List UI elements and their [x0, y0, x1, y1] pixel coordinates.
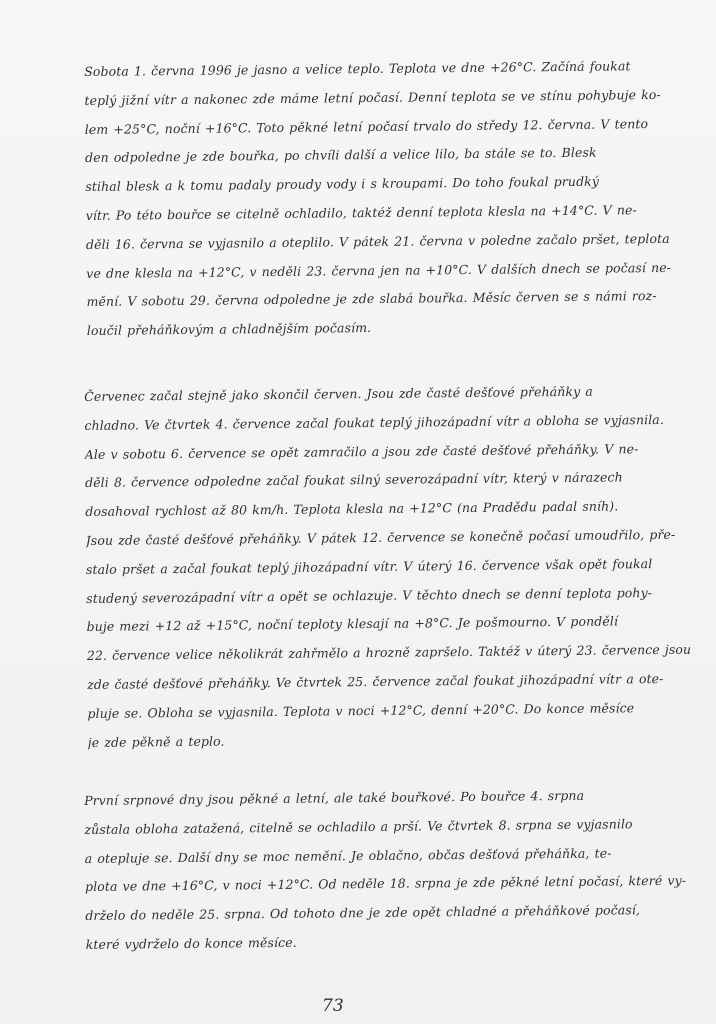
text-line: lem +25°C, noční +16°C. Toto pěkné letní počasí trvalo do středy 12. června. V tento	[84, 115, 649, 137]
text-line: zde časté dešťové přeháňky. Ve čtvrtek 25. července začal foukat jihozápadní vítr a ote-	[87, 670, 664, 692]
text-line: vítr. Po této bouřce se citelně ochladilo, taktéž denní teplota klesla na +14°C. V ne-	[85, 202, 637, 223]
text-line: ve dne klesla na +12°C, v neděli 23. června jen na +10°C. V dalších dnech se počasí ne-	[86, 259, 672, 281]
text-line: den odpoledne je zde bouřka, po chvíli další a velice lilo, ba stále se to. Blesk	[84, 145, 597, 166]
text-line: drželo do neděle 25. srpna. Od tohoto dne je zde opět chladné a přeháňkové počasí,	[85, 902, 641, 924]
text-line: mění. V sobotu 29. června odpoledne je zde slabá bouřka. Měsíc červen se s námi roz-	[86, 288, 657, 310]
paragraph-july	[84, 377, 692, 758]
text-line: Sobota 1. června 1996 je jasno a velice teplo. Teplota ve dne +26°C. Začíná foukat	[84, 58, 631, 79]
text-line: teplý jižní vítr a nakonec zde máme letní počasí. Denní teplota se ve stínu pohybuje ko-	[84, 86, 661, 108]
text-line: děli 16. června se vyjasnilo a oteplilo. V pátek 21. června v poledne začalo pršet, teplota	[85, 230, 670, 252]
paragraph-august	[84, 781, 690, 960]
text-line: je zde pěkně a teplo.	[87, 733, 225, 750]
text-line: První srpnové dny jsou pěkné a letní, ale také bouřkové. Po bouřce 4. srpna	[84, 787, 585, 808]
paragraph-june	[84, 52, 691, 346]
text-line: které vydrželo do konce měsíce.	[85, 934, 297, 952]
text-line: plota ve dne +16°C, v noci +12°C. Od neděle 18. srpna je zde pěkné letní počasí, které vy-	[84, 873, 687, 895]
text-line: stihal blesk a k tomu padaly proudy vody i s kroupami. Do toho foukal prudký	[85, 173, 600, 195]
text-line: Červenec začal stejně jako skončil červen. Jsou zde časté dešťové přeháňky a	[84, 383, 593, 404]
text-line: 22. července velice několikrát zahřmělo a hrozně zapršelo. Taktéž v úterý 23. července jsou	[86, 641, 691, 664]
text-line: a otepluje se. Další dny se moc nemění. Je oblačno, občas dešťová přeháňka, te-	[84, 845, 612, 866]
page-number: 73	[322, 996, 344, 1016]
text-line: dosahoval rychlost až 80 km/h. Teplota klesla na +12°C (na Pradědu padal sníh).	[85, 498, 619, 520]
text-line: pluje se. Obloha se vyjasnila. Teplota v noci +12°C, denní +20°C. Do konce měsíce	[87, 700, 635, 721]
text-line: buje mezi +12 až +15°C, noční teploty klesají na +8°C. Je pošmourno. V pondělí	[86, 613, 619, 635]
text-line: Ale v sobotu 6. července se opět zamračilo a jsou zde časté dešťové přeháňky. V ne-	[84, 440, 639, 462]
text-line: loučil přeháňkovým a chladnějším počasím.	[86, 320, 372, 339]
text-line: děli 8. července odpoledne začal foukat silný severozápadní vítr, který v nárazech	[84, 469, 623, 491]
text-line: stalo pršet a začal foukat teplý jihozápadní vítr. V úterý 16. července však opět foukal	[85, 555, 653, 577]
text-line: Jsou zde časté dešťové přeháňky. V pátek 12. července se konečně počasí umoudřilo, pře-	[85, 526, 676, 548]
text-line: chladno. Ve čtvrtek 4. července začal foukat teplý jihozápadní vítr a obloha se vyjasnila.	[84, 411, 664, 433]
text-line: studený severozápadní vítr a opět se ochlazuje. V těchto dnech se denní teplota pohy-	[86, 584, 653, 606]
text-line: zůstala obloha zatažená, citelně se ochladilo a prší. Ve čtvrtek 8. srpna se vyjasnilo	[84, 816, 633, 837]
